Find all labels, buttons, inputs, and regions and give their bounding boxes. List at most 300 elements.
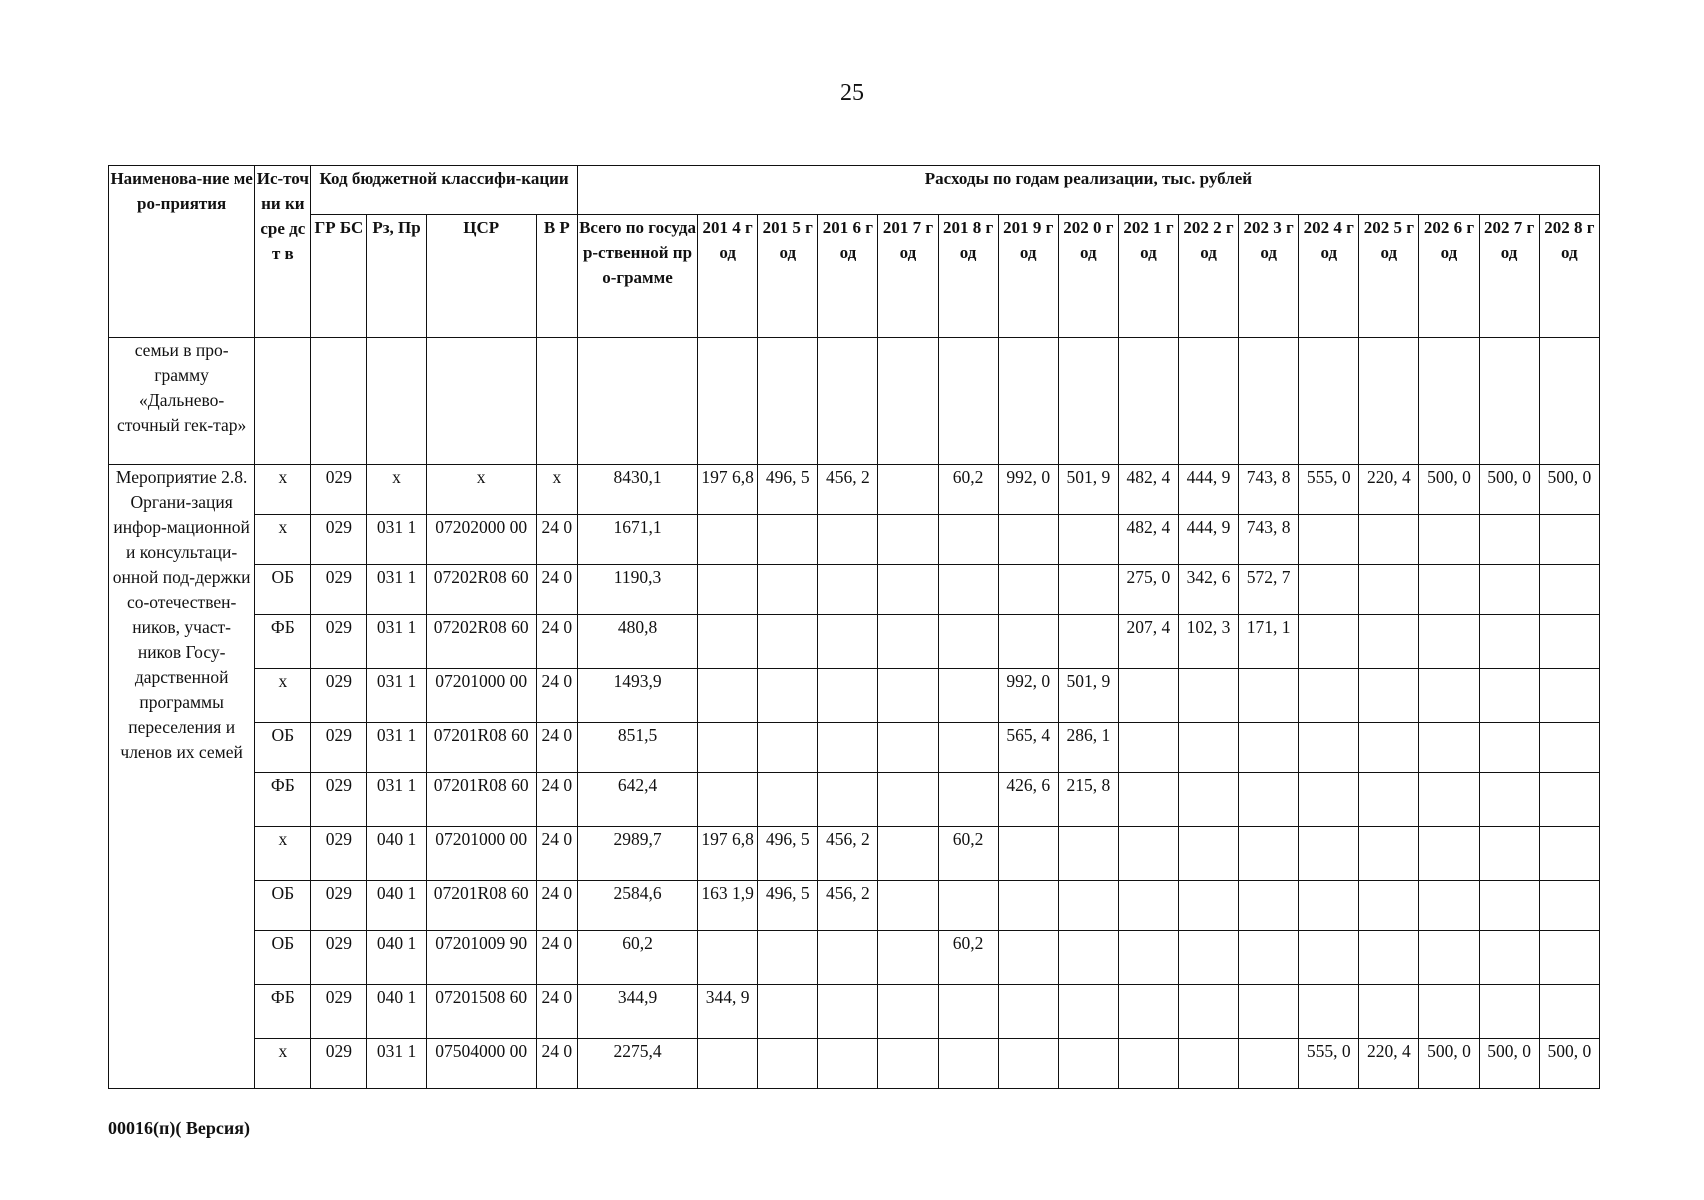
table-row: [109, 465, 1600, 515]
source-cell: х: [255, 827, 311, 881]
source-cell: ОБ: [255, 565, 311, 615]
year-value-cell: 456, 2: [818, 827, 878, 881]
grbs-cell: 029: [311, 515, 367, 565]
table-row: [109, 985, 1600, 1039]
empty-cell: [1299, 338, 1359, 465]
empty-cell: [1058, 338, 1118, 465]
csr-cell: х: [426, 465, 536, 515]
empty-cell: [536, 338, 577, 465]
year-value-cell: [1178, 931, 1238, 985]
year-value-cell: [1178, 723, 1238, 773]
vr-cell: х: [536, 465, 577, 515]
empty-cell: [1118, 338, 1178, 465]
total-cell: 851,5: [577, 723, 697, 773]
year-value-cell: [758, 565, 818, 615]
continuation-name: семьи в про-грамму «Дальнево-сточный гек-тар»: [109, 338, 255, 465]
year-value-cell: [1539, 931, 1599, 985]
year-value-cell: [1299, 723, 1359, 773]
year-value-cell: [758, 669, 818, 723]
empty-cell: [577, 338, 697, 465]
year-value-cell: [1539, 985, 1599, 1039]
year-value-cell: [1479, 565, 1539, 615]
year-value-cell: [878, 881, 938, 931]
year-value-cell: 555, 0: [1299, 465, 1359, 515]
csr-cell: 07201R08 60: [426, 773, 536, 827]
year-value-cell: 60,2: [938, 827, 998, 881]
year-value-cell: [1359, 881, 1419, 931]
grbs-cell: 029: [311, 773, 367, 827]
measure-name: Мероприятие 2.8. Органи-зация инфор-мационной и консультаци-онной под-держки со-отечествен-ников, участ-ников Госу-дарственной программы переселения и членов их семей: [109, 465, 255, 1089]
year-value-cell: [698, 565, 758, 615]
year-value-cell: [1118, 1039, 1178, 1089]
rzpr-cell: 040 1: [367, 827, 426, 881]
year-value-cell: [1359, 773, 1419, 827]
year-value-cell: 197 6,8: [698, 827, 758, 881]
rzpr-cell: 040 1: [367, 931, 426, 985]
header-year: 202 3 год: [1239, 215, 1299, 338]
year-value-cell: [1419, 773, 1479, 827]
year-value-cell: 501, 9: [1058, 465, 1118, 515]
year-value-cell: [1539, 723, 1599, 773]
total-cell: 8430,1: [577, 465, 697, 515]
rzpr-cell: 031 1: [367, 565, 426, 615]
source-cell: ФБ: [255, 985, 311, 1039]
year-value-cell: [1419, 615, 1479, 669]
year-value-cell: [1058, 931, 1118, 985]
total-cell: 480,8: [577, 615, 697, 669]
empty-cell: [698, 338, 758, 465]
year-value-cell: 342, 6: [1178, 565, 1238, 615]
vr-cell: 24 0: [536, 565, 577, 615]
csr-cell: 07201R08 60: [426, 723, 536, 773]
vr-cell: 24 0: [536, 723, 577, 773]
year-value-cell: [1299, 827, 1359, 881]
year-value-cell: [1419, 881, 1479, 931]
year-value-cell: [938, 881, 998, 931]
year-value-cell: [998, 1039, 1058, 1089]
total-cell: 1671,1: [577, 515, 697, 565]
vr-cell: 24 0: [536, 515, 577, 565]
year-value-cell: [698, 931, 758, 985]
year-value-cell: 482, 4: [1118, 465, 1178, 515]
year-value-cell: [998, 985, 1058, 1039]
year-value-cell: 60,2: [938, 931, 998, 985]
year-value-cell: [1539, 881, 1599, 931]
year-value-cell: [1539, 565, 1599, 615]
source-cell: ФБ: [255, 615, 311, 669]
header-year: 201 9 год: [998, 215, 1058, 338]
total-cell: 1190,3: [577, 565, 697, 615]
year-value-cell: [878, 465, 938, 515]
year-value-cell: 500, 0: [1419, 465, 1479, 515]
header-expenses: Расходы по годам реализации, тыс. рублей: [577, 166, 1599, 215]
grbs-cell: 029: [311, 881, 367, 931]
year-value-cell: [878, 615, 938, 669]
year-value-cell: [1299, 985, 1359, 1039]
year-value-cell: [1118, 669, 1178, 723]
year-value-cell: [818, 773, 878, 827]
year-value-cell: [998, 615, 1058, 669]
year-value-cell: 572, 7: [1239, 565, 1299, 615]
year-value-cell: [1359, 615, 1419, 669]
year-value-cell: [938, 669, 998, 723]
year-value-cell: [1359, 985, 1419, 1039]
empty-cell: [878, 338, 938, 465]
year-value-cell: [1299, 931, 1359, 985]
year-value-cell: [1479, 669, 1539, 723]
budget-table: [108, 165, 1600, 1089]
source-cell: х: [255, 1039, 311, 1089]
year-value-cell: [878, 985, 938, 1039]
total-cell: 60,2: [577, 931, 697, 985]
year-value-cell: [878, 931, 938, 985]
vr-cell: 24 0: [536, 985, 577, 1039]
table-row: [109, 565, 1600, 615]
rzpr-cell: 031 1: [367, 1039, 426, 1089]
page-number: 25: [840, 80, 864, 106]
year-value-cell: [1058, 985, 1118, 1039]
table-row: [109, 515, 1600, 565]
grbs-cell: 029: [311, 465, 367, 515]
year-value-cell: [1058, 565, 1118, 615]
year-value-cell: [1178, 881, 1238, 931]
table-row: [109, 669, 1600, 723]
header-year: 201 6 год: [818, 215, 878, 338]
year-value-cell: [698, 515, 758, 565]
year-value-cell: [1118, 881, 1178, 931]
year-value-cell: [818, 515, 878, 565]
header-year: 202 8 год: [1539, 215, 1599, 338]
rzpr-cell: 031 1: [367, 669, 426, 723]
rzpr-cell: х: [367, 465, 426, 515]
year-value-cell: 286, 1: [1058, 723, 1118, 773]
year-value-cell: [1178, 669, 1238, 723]
header-year: 202 2 год: [1178, 215, 1238, 338]
table-row: [109, 1039, 1600, 1089]
empty-cell: [311, 338, 367, 465]
year-value-cell: [698, 1039, 758, 1089]
year-value-cell: [938, 615, 998, 669]
empty-cell: [1539, 338, 1599, 465]
rzpr-cell: 031 1: [367, 773, 426, 827]
year-value-cell: [1419, 985, 1479, 1039]
year-value-cell: [1299, 515, 1359, 565]
empty-cell: [1359, 338, 1419, 465]
year-value-cell: [938, 1039, 998, 1089]
empty-cell: [938, 338, 998, 465]
year-value-cell: [1359, 565, 1419, 615]
year-value-cell: [1239, 881, 1299, 931]
header-name: Наименова-ние меро-приятия: [109, 166, 255, 338]
year-value-cell: 171, 1: [1239, 615, 1299, 669]
year-value-cell: 444, 9: [1178, 515, 1238, 565]
year-value-cell: [878, 723, 938, 773]
year-value-cell: [938, 565, 998, 615]
grbs-cell: 029: [311, 931, 367, 985]
rzpr-cell: 031 1: [367, 615, 426, 669]
year-value-cell: [758, 515, 818, 565]
year-value-cell: [1239, 931, 1299, 985]
header-year: 202 6 год: [1419, 215, 1479, 338]
year-value-cell: [878, 1039, 938, 1089]
empty-cell: [1419, 338, 1479, 465]
source-cell: х: [255, 669, 311, 723]
table-row: [109, 615, 1600, 669]
year-value-cell: [1359, 931, 1419, 985]
year-value-cell: 444, 9: [1178, 465, 1238, 515]
csr-cell: 07201000 00: [426, 669, 536, 723]
year-value-cell: 220, 4: [1359, 1039, 1419, 1089]
year-value-cell: [1419, 515, 1479, 565]
vr-cell: 24 0: [536, 669, 577, 723]
year-value-cell: [758, 985, 818, 1039]
year-value-cell: [1118, 827, 1178, 881]
year-value-cell: 992, 0: [998, 465, 1058, 515]
year-value-cell: 344, 9: [698, 985, 758, 1039]
year-value-cell: [1479, 881, 1539, 931]
year-value-cell: [818, 565, 878, 615]
rzpr-cell: 040 1: [367, 985, 426, 1039]
year-value-cell: [698, 669, 758, 723]
year-value-cell: [938, 985, 998, 1039]
year-value-cell: [1359, 515, 1419, 565]
empty-cell: [1178, 338, 1238, 465]
empty-cell: [255, 338, 311, 465]
year-value-cell: [1178, 985, 1238, 1039]
year-value-cell: [1359, 827, 1419, 881]
year-value-cell: [1239, 985, 1299, 1039]
year-value-cell: [1479, 931, 1539, 985]
header-source: Ис-точ ни ки сре дст в: [255, 166, 311, 338]
year-value-cell: 207, 4: [1118, 615, 1178, 669]
year-value-cell: [758, 723, 818, 773]
year-value-cell: [1178, 773, 1238, 827]
grbs-cell: 029: [311, 985, 367, 1039]
year-value-cell: 482, 4: [1118, 515, 1178, 565]
year-value-cell: [1058, 1039, 1118, 1089]
year-value-cell: 500, 0: [1539, 465, 1599, 515]
year-value-cell: 102, 3: [1178, 615, 1238, 669]
year-value-cell: [998, 931, 1058, 985]
year-value-cell: [998, 827, 1058, 881]
empty-cell: [426, 338, 536, 465]
year-value-cell: [1178, 1039, 1238, 1089]
year-value-cell: 500, 0: [1539, 1039, 1599, 1089]
year-value-cell: 500, 0: [1479, 465, 1539, 515]
table-row: [109, 931, 1600, 985]
total-cell: 2989,7: [577, 827, 697, 881]
year-value-cell: [1539, 669, 1599, 723]
year-value-cell: [1239, 669, 1299, 723]
header-budget-code: Код бюджетной классифи-кации: [311, 166, 578, 215]
year-value-cell: 456, 2: [818, 881, 878, 931]
year-value-cell: 496, 5: [758, 881, 818, 931]
year-value-cell: [938, 723, 998, 773]
year-value-cell: [1118, 723, 1178, 773]
year-value-cell: 565, 4: [998, 723, 1058, 773]
table-row: [109, 723, 1600, 773]
header-year: 201 5 год: [758, 215, 818, 338]
year-value-cell: [1359, 723, 1419, 773]
year-value-cell: [1118, 773, 1178, 827]
year-value-cell: [1299, 565, 1359, 615]
source-cell: ОБ: [255, 723, 311, 773]
empty-cell: [367, 338, 426, 465]
year-value-cell: [698, 723, 758, 773]
year-value-cell: [1419, 669, 1479, 723]
total-cell: 344,9: [577, 985, 697, 1039]
year-value-cell: [1479, 827, 1539, 881]
year-value-cell: [998, 881, 1058, 931]
csr-cell: 07504000 00: [426, 1039, 536, 1089]
year-value-cell: 992, 0: [998, 669, 1058, 723]
header-year: 202 0 год: [1058, 215, 1118, 338]
year-value-cell: [878, 669, 938, 723]
year-value-cell: 743, 8: [1239, 515, 1299, 565]
source-cell: ОБ: [255, 931, 311, 985]
year-value-cell: [818, 985, 878, 1039]
year-value-cell: [1239, 1039, 1299, 1089]
year-value-cell: 197 6,8: [698, 465, 758, 515]
table-row: [109, 827, 1600, 881]
year-value-cell: 163 1,9: [698, 881, 758, 931]
empty-cell: [818, 338, 878, 465]
year-value-cell: [758, 1039, 818, 1089]
year-value-cell: [1058, 827, 1118, 881]
table-row: [109, 881, 1600, 931]
year-value-cell: [818, 723, 878, 773]
year-value-cell: [878, 515, 938, 565]
year-value-cell: [1359, 669, 1419, 723]
empty-cell: [998, 338, 1058, 465]
year-value-cell: [998, 515, 1058, 565]
source-cell: х: [255, 465, 311, 515]
year-value-cell: [698, 773, 758, 827]
year-value-cell: [818, 1039, 878, 1089]
header-year: 201 8 год: [938, 215, 998, 338]
rzpr-cell: 031 1: [367, 515, 426, 565]
year-value-cell: 60,2: [938, 465, 998, 515]
year-value-cell: [878, 565, 938, 615]
header-csr: ЦСР: [426, 215, 536, 338]
grbs-cell: 029: [311, 615, 367, 669]
header-total: Всего по государ-ственной про-грамме: [577, 215, 697, 338]
header-year: 201 7 год: [878, 215, 938, 338]
year-value-cell: 496, 5: [758, 827, 818, 881]
source-cell: х: [255, 515, 311, 565]
year-value-cell: [1299, 669, 1359, 723]
year-value-cell: 215, 8: [1058, 773, 1118, 827]
year-value-cell: [1118, 931, 1178, 985]
year-value-cell: [1058, 515, 1118, 565]
year-value-cell: [1479, 615, 1539, 669]
year-value-cell: [878, 773, 938, 827]
year-value-cell: [818, 931, 878, 985]
year-value-cell: 275, 0: [1118, 565, 1178, 615]
year-value-cell: [1299, 615, 1359, 669]
year-value-cell: 496, 5: [758, 465, 818, 515]
total-cell: 642,4: [577, 773, 697, 827]
year-value-cell: 426, 6: [998, 773, 1058, 827]
rzpr-cell: 031 1: [367, 723, 426, 773]
grbs-cell: 029: [311, 1039, 367, 1089]
header-year: 202 7 год: [1479, 215, 1539, 338]
header-vr: В Р: [536, 215, 577, 338]
total-cell: 1493,9: [577, 669, 697, 723]
year-value-cell: [818, 615, 878, 669]
year-value-cell: [818, 669, 878, 723]
year-value-cell: [758, 931, 818, 985]
vr-cell: 24 0: [536, 1039, 577, 1089]
year-value-cell: [1419, 723, 1479, 773]
csr-cell: 07201R08 60: [426, 881, 536, 931]
year-value-cell: 501, 9: [1058, 669, 1118, 723]
csr-cell: 07202R08 60: [426, 615, 536, 669]
year-value-cell: [758, 615, 818, 669]
grbs-cell: 029: [311, 827, 367, 881]
table-row: [109, 773, 1600, 827]
year-value-cell: [1539, 615, 1599, 669]
year-value-cell: [1419, 565, 1479, 615]
footer-version: 00016(п)( Версия): [108, 1118, 250, 1138]
vr-cell: 24 0: [536, 773, 577, 827]
total-cell: 2275,4: [577, 1039, 697, 1089]
year-value-cell: 500, 0: [1479, 1039, 1539, 1089]
year-value-cell: [1479, 773, 1539, 827]
year-value-cell: [938, 773, 998, 827]
csr-cell: 07201000 00: [426, 827, 536, 881]
source-cell: ФБ: [255, 773, 311, 827]
year-value-cell: [878, 827, 938, 881]
vr-cell: 24 0: [536, 931, 577, 985]
grbs-cell: 029: [311, 669, 367, 723]
header-rzpr: Рз, Пр: [367, 215, 426, 338]
year-value-cell: [1539, 773, 1599, 827]
year-value-cell: [1299, 881, 1359, 931]
year-value-cell: [1419, 827, 1479, 881]
empty-cell: [758, 338, 818, 465]
year-value-cell: [1539, 515, 1599, 565]
year-value-cell: [1479, 515, 1539, 565]
year-value-cell: [1058, 615, 1118, 669]
csr-cell: 07202R08 60: [426, 565, 536, 615]
year-value-cell: [1239, 723, 1299, 773]
year-value-cell: [1299, 773, 1359, 827]
year-value-cell: [1239, 827, 1299, 881]
header-year: 202 5 год: [1359, 215, 1419, 338]
year-value-cell: [1118, 985, 1178, 1039]
header-year: 201 4 год: [698, 215, 758, 338]
rzpr-cell: 040 1: [367, 881, 426, 931]
year-value-cell: [1419, 931, 1479, 985]
grbs-cell: 029: [311, 723, 367, 773]
year-value-cell: 555, 0: [1299, 1039, 1359, 1089]
year-value-cell: [698, 615, 758, 669]
header-year: 202 1 год: [1118, 215, 1178, 338]
header-grbs: ГР БС: [311, 215, 367, 338]
year-value-cell: [998, 565, 1058, 615]
csr-cell: 07202000 00: [426, 515, 536, 565]
year-value-cell: [938, 515, 998, 565]
vr-cell: 24 0: [536, 615, 577, 669]
year-value-cell: 743, 8: [1239, 465, 1299, 515]
year-value-cell: [758, 773, 818, 827]
year-value-cell: [1479, 985, 1539, 1039]
header-year: 202 4 год: [1299, 215, 1359, 338]
vr-cell: 24 0: [536, 827, 577, 881]
empty-cell: [1479, 338, 1539, 465]
empty-cell: [1239, 338, 1299, 465]
